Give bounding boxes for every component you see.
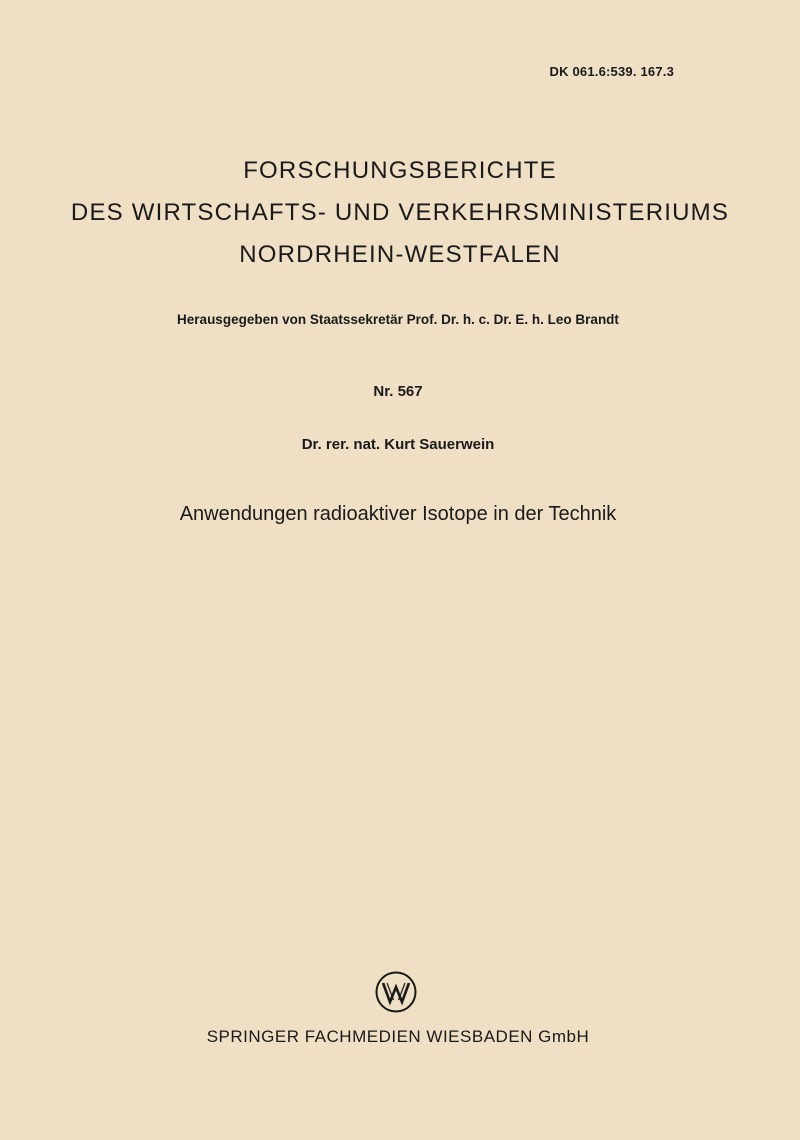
publisher-name: SPRINGER FACHMEDIEN WIESBADEN GmbH (206, 1027, 590, 1046)
series-title-line-1: FORSCHUNGSBERICHTE (243, 157, 557, 184)
circled-w-logo-icon (374, 970, 418, 1014)
volume-number: Nr. 567 (373, 383, 423, 400)
book-title: Anwendungen radioaktiver Isotope in der Technik (179, 503, 617, 525)
series-title-line-3: NORDRHEIN-WESTFALEN (239, 241, 561, 268)
series-title (0, 150, 800, 276)
author-name: Dr. rer. nat. Kurt Sauerwein (301, 436, 495, 453)
classification-code: DK 061.6:539. 167.3 (549, 64, 674, 79)
editor-line: Herausgegeben von Staatssekretär Prof. Dr. h. c. Dr. E. h. Leo Brandt (177, 312, 619, 327)
series-title-line-2: DES WIRTSCHAFTS- UND VERKEHRSMINISTERIUMS (70, 199, 730, 226)
